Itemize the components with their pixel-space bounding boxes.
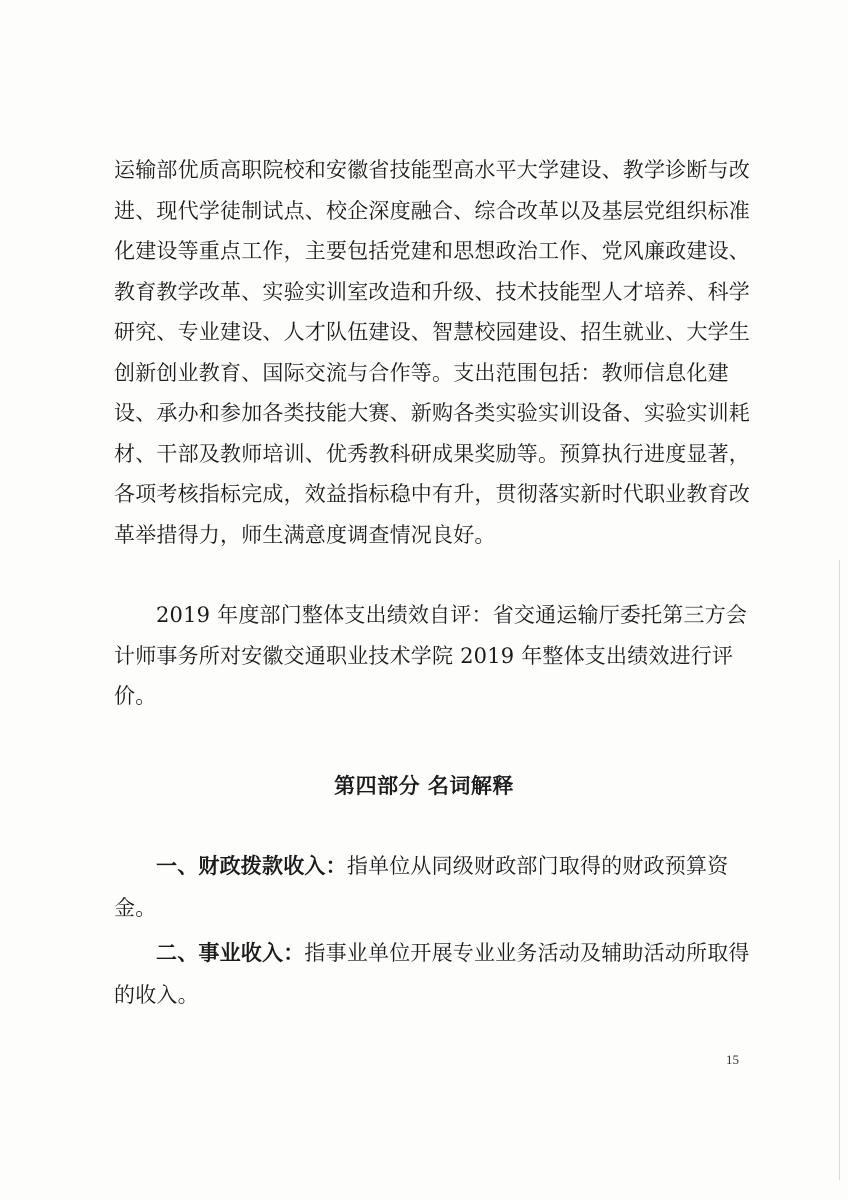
definition-item-1 [114, 845, 754, 929]
definition-text-2: 指事业单位开展专业业务活动及辅助活动所取得的收入。 [114, 941, 750, 1007]
page-number: 15 [726, 1052, 739, 1067]
body-paragraph-1: 运输部优质高职院校和安徽省技能型高水平大学建设、教学诊断与改进、现代学徒制试点、校企深度融合、综合改革以及基层党组织标准化建设等重点工作，主要包括党建和思想政治工作、党风廉政建设、教育教学改革、实验实训室改造和升级、技术技能型人才培养、科学研究、专业建设、人才队伍建设、智慧校园建设、招生就业、大学生创新创业教育、国际交流与合作等。支出范围包括：教师信息化建设、承办和参加各类技能大赛、新购各类实验实训设备、实验实训耗材、干部及教师培训、优秀教科研成果奖励等。预算执行进度显著，各项考核指标完成，效益指标稳中有升，贯彻落实新时代职业教育改革举措得力，师生满意度调查情况良好。 [114, 158, 750, 547]
definition-item-2 [114, 932, 754, 1016]
section-heading: 第四部分 名词解释 [334, 774, 514, 798]
definition-text-1: 指单位从同级财政部门取得的财政预算资金。 [114, 854, 729, 920]
definition-term-2: 二、事业收入： [156, 941, 305, 965]
body-paragraph-2: 2019 年度部门整体支出绩效自评：省交通运输厅委托第三方会计师事务所对安徽交通职业技术学院 2019 年整体支出绩效进行评价。 [114, 603, 748, 708]
scan-edge-line [839, 560, 840, 1180]
definition-term-1: 一、财政拨款收入： [156, 854, 347, 878]
